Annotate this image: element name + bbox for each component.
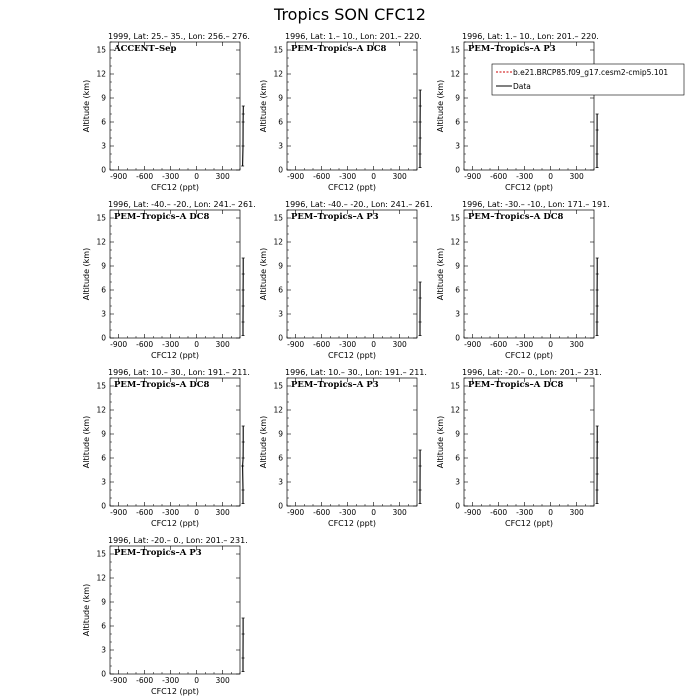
x-tick-label: -900 bbox=[110, 676, 128, 685]
y-tick-label: 15 bbox=[450, 213, 460, 223]
plot-frame bbox=[464, 378, 594, 506]
y-tick-label: 15 bbox=[273, 45, 283, 55]
panel-label: PEM–Tropics–A DC8 bbox=[468, 212, 564, 222]
y-tick-label: 12 bbox=[273, 405, 283, 415]
panel-label: PEM–Tropics–A DC8 bbox=[468, 380, 564, 390]
y-tick-label: 15 bbox=[96, 213, 106, 223]
legend bbox=[492, 64, 684, 95]
x-axis-label: CFC12 (ppt) bbox=[327, 519, 377, 528]
y-tick-label: 6 bbox=[278, 285, 283, 295]
y-tick-label: 0 bbox=[455, 165, 460, 175]
panel-label: PEM–Tropics–A DC8 bbox=[114, 380, 210, 390]
y-tick-label: 6 bbox=[278, 453, 283, 463]
y-tick-label: 3 bbox=[278, 141, 283, 151]
panel bbox=[259, 368, 427, 528]
x-axis-label: CFC12 (ppt) bbox=[150, 519, 200, 528]
panel bbox=[82, 536, 248, 696]
panel-header: 1996, Lat: -40.– -20., Lon: 241.– 261. bbox=[285, 200, 433, 209]
y-axis-label: Altitude (km) bbox=[82, 583, 91, 637]
x-axis-label: CFC12 (ppt) bbox=[504, 351, 554, 360]
y-tick-label: 0 bbox=[101, 333, 106, 343]
x-tick-label: -900 bbox=[287, 508, 305, 517]
y-tick-label: 3 bbox=[278, 477, 283, 487]
panel-header: 1996, Lat: -40.– -20., Lon: 241.– 261. bbox=[108, 200, 256, 209]
y-tick-label: 9 bbox=[278, 93, 283, 103]
y-tick-label: 0 bbox=[278, 165, 283, 175]
x-tick-label: -300 bbox=[516, 508, 534, 517]
main-title: Tropics SON CFC12 bbox=[274, 5, 426, 24]
y-tick-label: 9 bbox=[101, 261, 106, 271]
x-tick-label: -600 bbox=[136, 508, 154, 517]
plot-frame bbox=[464, 42, 594, 170]
panel-header: 1996, Lat: 10.– 30., Lon: 191.– 211. bbox=[108, 368, 250, 377]
y-tick-label: 3 bbox=[455, 141, 460, 151]
y-tick-label: 6 bbox=[101, 621, 106, 631]
x-tick-label: 300 bbox=[215, 340, 230, 349]
y-tick-label: 3 bbox=[278, 309, 283, 319]
x-tick-label: 300 bbox=[215, 172, 230, 181]
panel-header: 1999, Lat: 25.– 35., Lon: 256.– 276. bbox=[108, 32, 250, 41]
y-tick-label: 3 bbox=[101, 141, 106, 151]
x-tick-label: -300 bbox=[339, 508, 357, 517]
panel-label: PEM–Tropics–A DC8 bbox=[114, 212, 210, 222]
x-tick-label: -600 bbox=[136, 172, 154, 181]
y-tick-label: 9 bbox=[101, 429, 106, 439]
panel-label: PEM–Tropics–A P3 bbox=[291, 380, 379, 390]
x-tick-label: -600 bbox=[313, 340, 331, 349]
plot-frame bbox=[110, 210, 240, 338]
x-tick-label: -600 bbox=[136, 676, 154, 685]
y-tick-label: 6 bbox=[455, 285, 460, 295]
x-tick-label: -900 bbox=[287, 172, 305, 181]
data-series-line bbox=[243, 106, 244, 166]
panel-label: PEM–Tropics–A P3 bbox=[291, 212, 379, 222]
y-tick-label: 12 bbox=[96, 237, 106, 247]
x-tick-label: -900 bbox=[464, 340, 482, 349]
y-tick-label: 0 bbox=[278, 501, 283, 511]
panel bbox=[82, 368, 250, 528]
y-tick-label: 15 bbox=[96, 549, 106, 559]
panel-header: 1996, Lat: 10.– 30., Lon: 191.– 211. bbox=[285, 368, 427, 377]
panel-label: PEM–Tropics–A DC8 bbox=[291, 44, 387, 54]
x-axis-label: CFC12 (ppt) bbox=[327, 183, 377, 192]
x-tick-label: 0 bbox=[371, 172, 377, 181]
x-tick-label: -900 bbox=[110, 172, 128, 181]
plot-frame bbox=[464, 210, 594, 338]
x-tick-label: -900 bbox=[287, 340, 305, 349]
x-tick-label: -300 bbox=[162, 508, 180, 517]
y-tick-label: 9 bbox=[455, 429, 460, 439]
y-tick-label: 12 bbox=[273, 237, 283, 247]
y-tick-label: 0 bbox=[101, 669, 106, 679]
x-tick-label: -900 bbox=[110, 508, 128, 517]
y-axis-label: Altitude (km) bbox=[436, 415, 445, 469]
x-tick-label: -600 bbox=[490, 340, 508, 349]
x-tick-label: 0 bbox=[548, 508, 554, 517]
panel-header: 1996, Lat: 1.– 10., Lon: 201.– 220. bbox=[462, 32, 599, 41]
y-tick-label: 6 bbox=[278, 117, 283, 127]
x-tick-label: -900 bbox=[464, 508, 482, 517]
x-tick-label: -600 bbox=[313, 508, 331, 517]
x-tick-label: -300 bbox=[162, 172, 180, 181]
panel-header: 1996, Lat: -20.– 0., Lon: 201.– 231. bbox=[462, 368, 602, 377]
panel bbox=[436, 200, 610, 360]
x-tick-label: 300 bbox=[569, 172, 584, 181]
y-tick-label: 0 bbox=[101, 501, 106, 511]
x-tick-label: 300 bbox=[392, 172, 407, 181]
x-tick-label: -300 bbox=[339, 340, 357, 349]
x-tick-label: 0 bbox=[548, 172, 554, 181]
x-tick-label: 0 bbox=[371, 340, 377, 349]
panel-label: PEM–Tropics–A P3 bbox=[114, 548, 202, 558]
y-tick-label: 12 bbox=[96, 405, 106, 415]
y-tick-label: 9 bbox=[278, 429, 283, 439]
y-tick-label: 12 bbox=[450, 69, 460, 79]
y-tick-label: 15 bbox=[273, 381, 283, 391]
y-tick-label: 12 bbox=[96, 69, 106, 79]
legend-label-data: Data bbox=[513, 82, 531, 91]
y-tick-label: 0 bbox=[455, 501, 460, 511]
x-tick-label: 300 bbox=[569, 508, 584, 517]
plot-frame bbox=[287, 210, 417, 338]
y-tick-label: 3 bbox=[101, 477, 106, 487]
y-tick-label: 12 bbox=[450, 405, 460, 415]
y-tick-label: 0 bbox=[101, 165, 106, 175]
panel bbox=[259, 200, 433, 360]
panel bbox=[259, 32, 422, 192]
x-tick-label: -600 bbox=[136, 340, 154, 349]
x-tick-label: -600 bbox=[313, 172, 331, 181]
x-tick-label: -600 bbox=[490, 508, 508, 517]
plot-frame bbox=[110, 378, 240, 506]
panel bbox=[436, 368, 602, 528]
plot-frame bbox=[110, 546, 240, 674]
y-tick-label: 9 bbox=[455, 93, 460, 103]
x-tick-label: 300 bbox=[569, 340, 584, 349]
plot-frame bbox=[110, 42, 240, 170]
y-axis-label: Altitude (km) bbox=[82, 79, 91, 133]
x-axis-label: CFC12 (ppt) bbox=[150, 183, 200, 192]
y-tick-label: 3 bbox=[455, 477, 460, 487]
x-tick-label: -900 bbox=[110, 340, 128, 349]
x-tick-label: 300 bbox=[392, 508, 407, 517]
x-axis-label: CFC12 (ppt) bbox=[327, 351, 377, 360]
y-tick-label: 9 bbox=[101, 597, 106, 607]
x-tick-label: 300 bbox=[215, 508, 230, 517]
panel-label: PEM–Tropics–A P3 bbox=[468, 44, 556, 54]
y-tick-label: 9 bbox=[101, 93, 106, 103]
y-axis-label: Altitude (km) bbox=[259, 247, 268, 301]
y-axis-label: Altitude (km) bbox=[82, 247, 91, 301]
y-tick-label: 12 bbox=[450, 237, 460, 247]
y-tick-label: 12 bbox=[273, 69, 283, 79]
y-axis-label: Altitude (km) bbox=[436, 247, 445, 301]
y-tick-label: 6 bbox=[455, 117, 460, 127]
x-tick-label: -300 bbox=[162, 676, 180, 685]
y-tick-label: 6 bbox=[101, 285, 106, 295]
x-tick-label: -300 bbox=[162, 340, 180, 349]
panel-header: 1996, Lat: -30.– -10., Lon: 171.– 191. bbox=[462, 200, 610, 209]
y-tick-label: 15 bbox=[96, 45, 106, 55]
x-tick-label: -300 bbox=[516, 340, 534, 349]
x-tick-label: 0 bbox=[194, 508, 200, 517]
y-tick-label: 9 bbox=[455, 261, 460, 271]
y-tick-label: 3 bbox=[455, 309, 460, 319]
x-tick-label: -300 bbox=[339, 172, 357, 181]
data-series-line bbox=[243, 426, 244, 504]
y-tick-label: 3 bbox=[101, 309, 106, 319]
plot-frame bbox=[287, 378, 417, 506]
plot-frame bbox=[287, 42, 417, 170]
x-tick-label: 300 bbox=[215, 676, 230, 685]
y-tick-label: 6 bbox=[101, 453, 106, 463]
panel bbox=[436, 32, 599, 192]
x-tick-label: 0 bbox=[194, 172, 200, 181]
y-tick-label: 15 bbox=[450, 381, 460, 391]
y-axis-label: Altitude (km) bbox=[436, 79, 445, 133]
y-tick-label: 12 bbox=[96, 573, 106, 583]
panel-header: 1996, Lat: 1.– 10., Lon: 201.– 220. bbox=[285, 32, 422, 41]
x-axis-label: CFC12 (ppt) bbox=[150, 351, 200, 360]
y-tick-label: 6 bbox=[455, 453, 460, 463]
y-tick-label: 6 bbox=[101, 117, 106, 127]
y-tick-label: 0 bbox=[455, 333, 460, 343]
y-tick-label: 15 bbox=[96, 381, 106, 391]
x-tick-label: -600 bbox=[490, 172, 508, 181]
y-tick-label: 15 bbox=[273, 213, 283, 223]
y-axis-label: Altitude (km) bbox=[259, 415, 268, 469]
panel-grid bbox=[82, 32, 610, 696]
x-tick-label: 0 bbox=[371, 508, 377, 517]
x-axis-label: CFC12 (ppt) bbox=[504, 519, 554, 528]
y-tick-label: 3 bbox=[101, 645, 106, 655]
x-tick-label: -300 bbox=[516, 172, 534, 181]
x-tick-label: 0 bbox=[548, 340, 554, 349]
y-axis-label: Altitude (km) bbox=[259, 79, 268, 133]
x-axis-label: CFC12 (ppt) bbox=[150, 687, 200, 696]
legend-label-model: b.e21.BRCP85.f09_g17.cesm2-cmip5.101 bbox=[513, 68, 669, 77]
x-tick-label: 0 bbox=[194, 676, 200, 685]
panel bbox=[82, 200, 256, 360]
x-tick-label: 0 bbox=[194, 340, 200, 349]
y-axis-label: Altitude (km) bbox=[82, 415, 91, 469]
panel-header: 1996, Lat: -20.– 0., Lon: 201.– 231. bbox=[108, 536, 248, 545]
panel-label: ACCENT–Sep bbox=[114, 44, 177, 54]
y-tick-label: 0 bbox=[278, 333, 283, 343]
x-axis-label: CFC12 (ppt) bbox=[504, 183, 554, 192]
y-tick-label: 15 bbox=[450, 45, 460, 55]
y-tick-label: 9 bbox=[278, 261, 283, 271]
x-tick-label: 300 bbox=[392, 340, 407, 349]
x-tick-label: -900 bbox=[464, 172, 482, 181]
panel bbox=[82, 32, 250, 192]
